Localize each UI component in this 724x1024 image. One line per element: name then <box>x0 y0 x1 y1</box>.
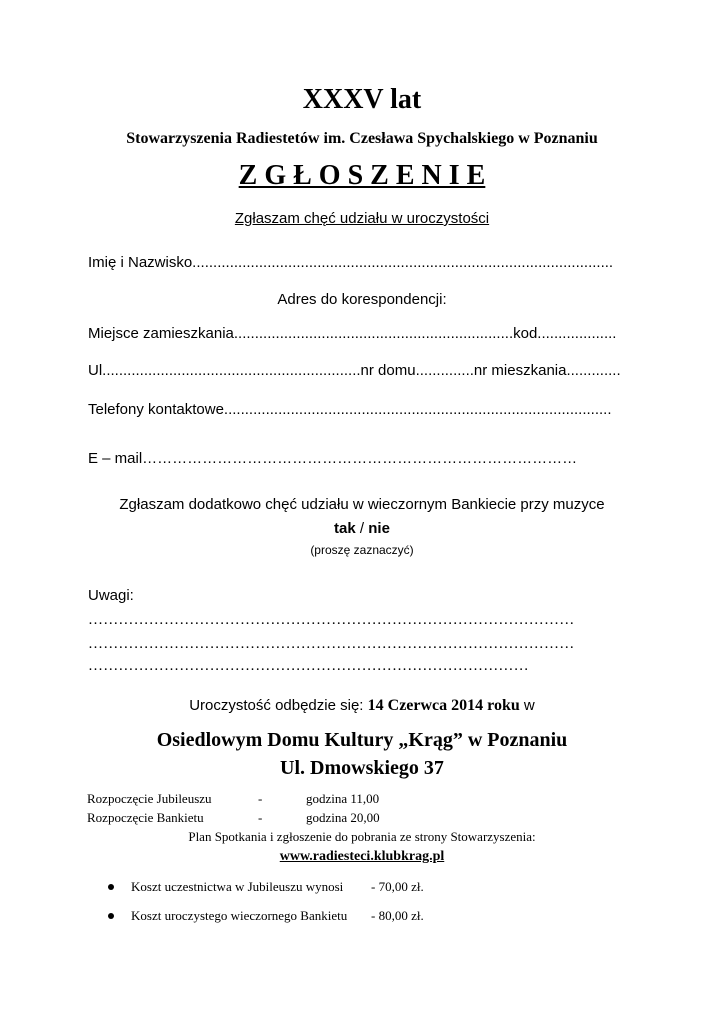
choice-separator: / <box>355 520 369 537</box>
bullet-icon <box>108 913 114 919</box>
schedule-label-1: Rozpoczęcie Bankietu <box>87 810 204 825</box>
venue-street: Ul. Dmowskiego 37 <box>280 757 444 779</box>
banquet-hint: (proszę zaznaczyć) <box>310 543 414 557</box>
remarks-line-2[interactable]: …………………………………………………………………………………… <box>88 636 575 652</box>
schedule-label-0: Rozpoczęcie Jubileuszu <box>87 791 212 806</box>
website-link[interactable]: www.radiesteci.klubkrag.pl <box>279 849 445 864</box>
page-title: XXXV lat <box>302 84 422 115</box>
address-heading: Adres do korespondencji: <box>277 291 447 308</box>
event-intro-suffix: w <box>519 697 535 714</box>
yes-option[interactable]: tak <box>334 520 356 537</box>
cost-label-0: Koszt uczestnictwa w Jubileuszu wynosi <box>131 879 344 894</box>
email-field[interactable]: E – mail…………………………………………………………………………… <box>88 450 578 467</box>
street-field[interactable]: Ul..............................................................nr domu..............nr mieszkania............. <box>88 362 621 379</box>
schedule-time-1: godzina 20,00 <box>306 810 380 825</box>
banquet-question: Zgłaszam dodatkowo chęć udziału w wieczornym Bankiecie przy muzyce <box>119 496 605 513</box>
venue-name: Osiedlowym Domu Kultury „Krąg” w Poznaniu <box>156 729 568 751</box>
remarks-label: Uwagi: <box>88 587 134 604</box>
association-name: Stowarzyszenia Radiestetów im. Czesława Spychalskiego w Poznaniu <box>126 130 598 147</box>
event-date: 14 Czerwca 2014 roku <box>367 697 520 714</box>
remarks-line-1[interactable]: …………………………………………………………………………………… <box>88 612 575 628</box>
event-date-line <box>0 697 724 715</box>
participation-intro: Zgłaszam chęć udziału w uroczystości <box>234 210 490 227</box>
schedule-time-0: godzina 11,00 <box>306 791 380 806</box>
download-text: Plan Spotkania i zgłoszenie do pobrania ze strony Stowarzyszenia: <box>188 829 536 844</box>
cost-label-1: Koszt uroczystego wieczornego Bankietu <box>131 908 348 923</box>
bullet-icon <box>108 884 114 890</box>
schedule-dash-0: - <box>258 791 263 806</box>
cost-amount-0: - 70,00 zł. <box>371 879 424 894</box>
cost-amount-1: - 80,00 zł. <box>371 908 424 923</box>
remarks-line-3[interactable]: …………………………………………………………………………… <box>88 658 529 674</box>
event-intro: Uroczystość odbędzie się: <box>189 697 368 714</box>
city-field[interactable]: Miejsce zamieszkania...................................................................kod................... <box>88 325 617 342</box>
banquet-choice <box>0 520 724 537</box>
phone-field[interactable]: Telefony kontaktowe............................................................................................. <box>88 401 612 418</box>
no-option[interactable]: nie <box>368 520 390 537</box>
schedule-dash-1: - <box>258 810 263 825</box>
name-field[interactable]: Imię i Nazwisko..................................................................................................... <box>88 254 614 271</box>
form-title: Z G Ł O S Z E N I E <box>238 160 486 191</box>
